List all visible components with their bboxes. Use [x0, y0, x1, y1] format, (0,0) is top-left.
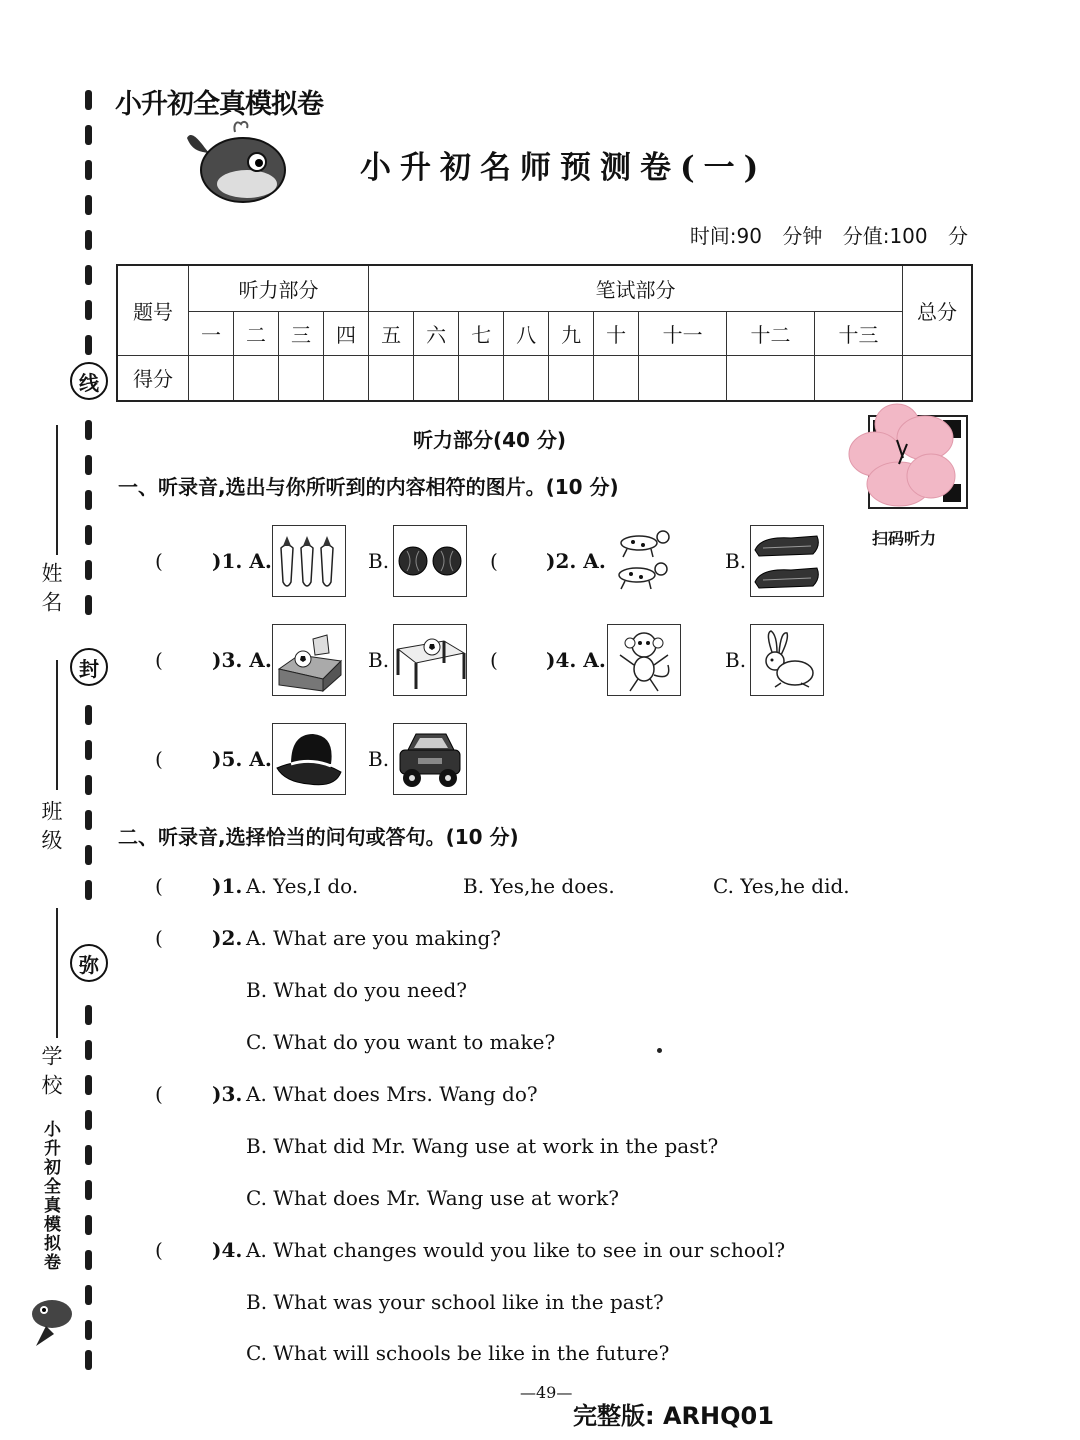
col-header: 十三: [814, 311, 902, 355]
question-number: )3.: [212, 1082, 243, 1106]
binding-dash: [85, 1040, 92, 1060]
class-line: [56, 660, 58, 790]
option-b: B. What did Mr. Wang use at work in the past?: [246, 1134, 719, 1158]
question-number: )5. A.: [212, 747, 272, 771]
option-c: C. What do you want to make?: [246, 1030, 556, 1054]
exam-time: 时间:90 分钟: [689, 224, 823, 248]
col-header: 八: [504, 311, 549, 355]
col-header: 一: [189, 311, 234, 355]
answer-bracket[interactable]: (: [490, 648, 498, 672]
name-line: [56, 425, 58, 555]
monkey-icon: [608, 625, 680, 695]
option-a-image[interactable]: [607, 525, 679, 595]
binding-dash: [85, 595, 92, 615]
exam-score: 分值:100 分: [842, 224, 968, 248]
score-cell[interactable]: [504, 355, 549, 401]
score-cell[interactable]: [639, 355, 727, 401]
answer-bracket[interactable]: (: [155, 549, 163, 573]
option-a: A. What are you making?: [246, 926, 501, 950]
strawberries-icon: [273, 526, 345, 596]
binding-dash: [85, 125, 92, 145]
binding-dash: [85, 455, 92, 475]
answer-bracket[interactable]: (: [155, 648, 163, 672]
option-b: B. What was your school like in the past?: [246, 1290, 664, 1314]
answer-bracket[interactable]: (: [155, 926, 163, 950]
qr-code-icon[interactable]: [845, 398, 970, 513]
binding-dash: [85, 90, 92, 110]
row-label-number: 题号: [117, 265, 189, 355]
option-b-image[interactable]: [393, 525, 467, 597]
answer-bracket[interactable]: (: [155, 1082, 163, 1106]
option-b-image[interactable]: [750, 624, 824, 696]
binding-dash: [85, 1005, 92, 1025]
binding-dash: [85, 265, 92, 285]
binding-dash: [85, 1180, 92, 1200]
col-header: 二: [234, 311, 279, 355]
score-cell[interactable]: [727, 355, 815, 401]
ball-in-box-icon: [273, 625, 345, 695]
score-cell[interactable]: [814, 355, 902, 401]
question-number: )1. A.: [212, 549, 272, 573]
question-number: )2.: [212, 926, 243, 950]
part1-heading: 一、听录音,选出与你所听到的内容相符的图片。(10 分): [118, 475, 619, 499]
col-header: 三: [279, 311, 324, 355]
binding-dash: [85, 1350, 92, 1370]
score-cell[interactable]: [279, 355, 324, 401]
option-b-image[interactable]: [393, 624, 467, 696]
option-b-image[interactable]: [393, 723, 467, 795]
option-b-label: B.: [368, 747, 390, 771]
col-header: 六: [414, 311, 459, 355]
option-b-label: B.: [368, 549, 390, 573]
col-header: 十一: [639, 311, 727, 355]
score-cell[interactable]: [369, 355, 414, 401]
section-title: 听力部分(40 分): [413, 428, 567, 452]
option-b: B. Yes,he does.: [463, 874, 615, 898]
binding-dash: [85, 420, 92, 440]
option-a: A. Yes,I do.: [246, 874, 359, 898]
score-cell[interactable]: [189, 355, 234, 401]
question-number: )4.: [212, 1238, 243, 1262]
binding-dash: [85, 1075, 92, 1095]
score-cell[interactable]: [594, 355, 639, 401]
binding-dash: [85, 810, 92, 830]
answer-bracket[interactable]: (: [490, 549, 498, 573]
answer-bracket[interactable]: (: [155, 1238, 163, 1262]
col-header: 七: [459, 311, 504, 355]
binding-dash: [85, 1110, 92, 1130]
binding-dash: [85, 775, 92, 795]
binding-dash: [85, 880, 92, 900]
total-header: 总分: [903, 265, 973, 355]
writing-header: 笔试部分: [369, 265, 903, 311]
option-a-image[interactable]: [272, 624, 346, 696]
question-number: )1.: [212, 874, 243, 898]
col-header: 五: [369, 311, 414, 355]
answer-bracket[interactable]: (: [155, 747, 163, 771]
whale-icon: [175, 118, 290, 210]
binding-dash: [85, 490, 92, 510]
binding-dash: [85, 1215, 92, 1235]
question-number: )4. A.: [546, 648, 606, 672]
hat-icon: [273, 724, 345, 794]
option-a: A. What does Mrs. Wang do?: [246, 1082, 538, 1106]
col-header: 十二: [727, 311, 815, 355]
binding-dash: [85, 845, 92, 865]
option-a-image[interactable]: [272, 525, 346, 597]
binding-dash: [85, 195, 92, 215]
row-label-score: 得分: [117, 355, 189, 401]
score-cell[interactable]: [549, 355, 594, 401]
option-b-label: B.: [725, 549, 747, 573]
binding-dash: [85, 525, 92, 545]
binding-dash: [85, 705, 92, 725]
seal-char-seal: 封: [70, 648, 108, 686]
option-a: A. What changes would you like to see in our school?: [246, 1238, 786, 1262]
col-header: 四: [324, 311, 369, 355]
binding-dash: [85, 1145, 92, 1165]
exam-meta: [690, 220, 968, 249]
side-brand: 小升初全真模拟卷: [40, 1120, 60, 1272]
option-b-image[interactable]: [750, 525, 824, 597]
option-c: C. Yes,he did.: [713, 874, 850, 898]
binding-dash: [85, 300, 92, 320]
option-b-label: B.: [725, 648, 747, 672]
score-table: [116, 264, 973, 402]
shoes-icon: [751, 526, 823, 596]
binding-dash: [85, 1320, 92, 1340]
car-icon: [394, 724, 466, 794]
binding-dash: [85, 335, 92, 355]
col-header: 九: [549, 311, 594, 355]
qr-caption: 扫码听力: [872, 529, 937, 548]
dogs-icon: [607, 525, 679, 595]
brand-title: 小升初全真模拟卷: [115, 89, 323, 120]
option-a-image[interactable]: [272, 723, 346, 795]
ball-on-table-icon: [394, 625, 466, 695]
option-b: B. What do you need?: [246, 978, 468, 1002]
option-b-label: B.: [368, 648, 390, 672]
full-version-code: 完整版: ARHQ01: [573, 1402, 774, 1430]
col-header: 十: [594, 311, 639, 355]
binding-dash: [85, 230, 92, 250]
name-label: 姓名: [39, 562, 63, 620]
school-label: 学校: [39, 1045, 63, 1103]
binding-dash: [85, 740, 92, 760]
school-line: [56, 908, 58, 1038]
question-number: )2. A.: [546, 549, 606, 573]
score-cell[interactable]: [459, 355, 504, 401]
option-c: C. What does Mr. Wang use at work?: [246, 1186, 619, 1210]
page-title: 小升初名师预测卷(一): [360, 150, 768, 186]
binding-dash: [85, 1250, 92, 1270]
option-c: C. What will schools be like in the future?: [246, 1341, 670, 1365]
rabbit-icon: [751, 625, 823, 695]
score-cell[interactable]: [234, 355, 279, 401]
answer-bracket[interactable]: (: [155, 874, 163, 898]
question-number: )3. A.: [212, 648, 272, 672]
listening-header: 听力部分: [189, 265, 369, 311]
small-fish-icon: [26, 1290, 78, 1350]
part2-heading: 二、听录音,选择恰当的问句或答句。(10 分): [118, 825, 519, 849]
binding-dash: [85, 1285, 92, 1305]
watermelons-icon: [394, 526, 466, 596]
seal-char-mi: 弥: [70, 944, 108, 982]
binding-dash: [85, 160, 92, 180]
score-cell[interactable]: [414, 355, 459, 401]
option-a-image[interactable]: [607, 624, 681, 696]
page-number: —49—: [520, 1383, 573, 1402]
binding-dash: [85, 560, 92, 580]
total-score-cell[interactable]: [903, 355, 973, 401]
class-label: 班级: [39, 800, 63, 858]
ink-dot: [657, 1048, 662, 1053]
score-cell[interactable]: [324, 355, 369, 401]
seal-char-line: 线: [70, 362, 108, 400]
